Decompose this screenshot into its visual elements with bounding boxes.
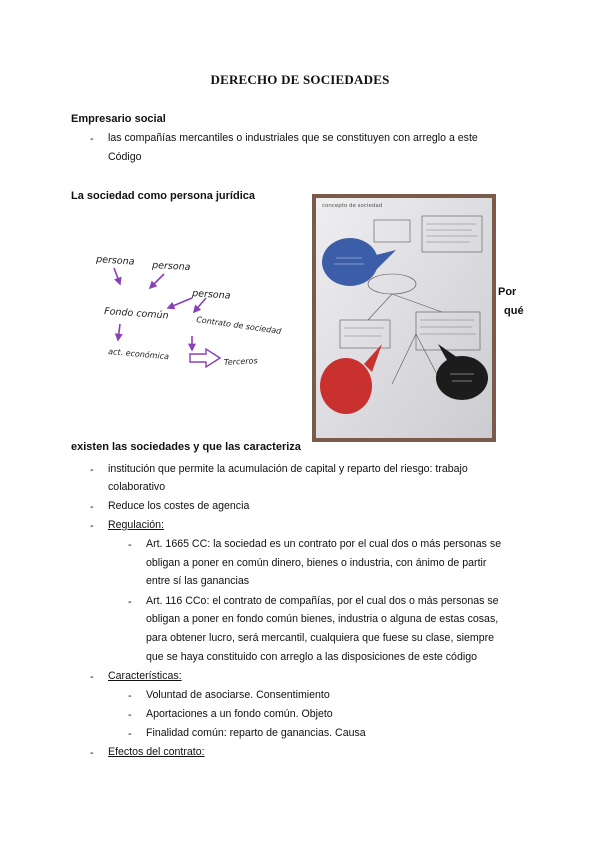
sketch-word-persona: persona <box>151 260 191 274</box>
black-magnet <box>436 356 488 400</box>
sub-bullet-dash: - <box>128 539 132 551</box>
characteristic-item: Aportaciones a un fondo común. Objeto <box>146 708 333 720</box>
characteristic-item: Voluntad de asociarse. Consentimiento <box>146 689 330 701</box>
sub-bullet-dash: - <box>128 596 132 608</box>
heading-continuation: existen las sociedades y que las caracteriza <box>71 441 301 453</box>
article-line: obligan a poner en común dinero, bienes o industria, con ánimo de partir <box>146 557 487 569</box>
sketch-word-fondo-comun: Fondo común <box>103 306 169 322</box>
document-title: DERECHO DE SOCIEDADES <box>210 72 390 87</box>
article-line: Art. 116 CCo: el contrato de compañías, por el cual dos o más personas se <box>146 595 499 607</box>
list-item-caracteristicas: Características: <box>108 670 182 682</box>
side-word-que: qué <box>504 305 524 317</box>
photo-caption: concepto de sociedad <box>322 203 383 209</box>
article-line: para obtener lucro, será mercantil, cualquiera que fuese su clase, siempre <box>146 632 495 644</box>
sketch-word-persona: persona <box>191 288 231 302</box>
list-item: Reduce los costes de agencia <box>108 500 250 512</box>
definition-line: las compañías mercantiles o industriales que se constituyen con arreglo a este <box>108 132 478 144</box>
characteristic-item: Finalidad común: reparto de ganancias. Causa <box>146 727 366 739</box>
side-word-por: Por <box>498 286 517 298</box>
article-line: Art. 1665 CC: la sociedad es un contrato por el cual dos o más personas se <box>146 538 502 550</box>
bullet-dash: - <box>90 501 94 513</box>
definition-line: Código <box>108 151 142 163</box>
sub-bullet-dash: - <box>128 728 132 740</box>
heading-empresario-social: Empresario social <box>71 113 166 125</box>
bullet-dash: - <box>90 464 94 476</box>
bullet-dash: - <box>90 747 94 759</box>
whiteboard-photo <box>312 194 496 442</box>
sketch-word-persona: persona <box>95 254 135 268</box>
heading-persona-juridica: La sociedad como persona jurídica <box>71 190 255 202</box>
list-item-line: institución que permite la acumulación de capital y reparto del riesgo: trabajo <box>108 463 468 475</box>
sketch-word-terceros: Terceros <box>223 356 258 367</box>
sketch-word-actividad: act. económica <box>107 347 170 362</box>
article-line: entre sí las ganancias <box>146 575 250 587</box>
article-line: que se haya constituido con arreglo a las disposiciones de este código <box>146 651 477 663</box>
article-line: obligan a poner en fondo común bienes, industria o alguna de estas cosas, <box>146 613 499 625</box>
list-item-line: colaborativo <box>108 481 166 493</box>
blue-magnet <box>322 238 378 286</box>
sketch-word-contrato: Contrato de sociedad <box>195 315 282 336</box>
bullet-dash: - <box>90 520 94 532</box>
bullet-dash: - <box>90 133 94 145</box>
bullet-dash: - <box>90 671 94 683</box>
list-item-efectos: Efectos del contrato: <box>108 746 205 758</box>
sub-bullet-dash: - <box>128 690 132 702</box>
red-magnet <box>320 358 372 414</box>
handwritten-diagram <box>88 240 288 375</box>
sub-bullet-dash: - <box>128 709 132 721</box>
list-item-regulacion: Regulación: <box>108 519 164 531</box>
